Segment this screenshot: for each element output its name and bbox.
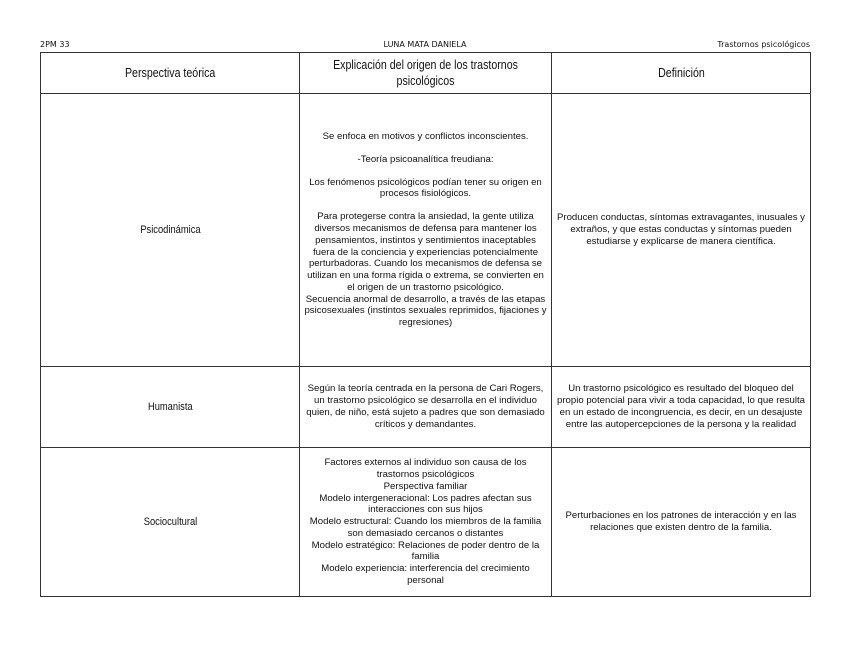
perspective-cell: Psicodinámica (41, 94, 300, 367)
explanation-cell (300, 94, 552, 367)
column-header-definicion: Definición (552, 53, 811, 94)
explanation-text: Los fenómenos psicológicos podían tener su origen en procesos fisiológicos. (309, 176, 542, 200)
table-row (41, 367, 811, 448)
definition-cell: Producen conductas, síntomas extravagantes, inusuales y extraños, y que estas conductas y síntomas pueden estudiarse y explicarse de manera científica. (552, 94, 811, 367)
header-topic: Trastornos psicológicos (717, 40, 810, 49)
page-header (40, 40, 810, 52)
table-header-row (41, 53, 811, 94)
header-author: LUNA MATA DANIELA (383, 40, 467, 49)
definition-cell: Perturbaciones en los patrones de interacción y en las relaciones que existen dentro de la familia. (552, 448, 811, 597)
explanation-cell (300, 367, 552, 448)
explanation-text: Modelo experiencia: interferencia del crecimiento personal (321, 563, 530, 587)
column-header-explicacion: Explicación del origen de los trastornos psicológicos (300, 53, 552, 94)
definition-cell: Un trastorno psicológico es resultado del bloqueo del propio potencial para vivir a toda capacidad, lo que resulta en un estado de incongruencia, es decir, en un desajuste entre las autopercepciones de la persona y la realidad (552, 367, 811, 448)
explanation-text: Modelo estructural: Cuando los miembros de la familia son demasiado cercanos o distantes (309, 516, 542, 539)
table-row (41, 94, 811, 367)
explanation-text: Secuencia anormal de desarrollo, a través de las etapas psicosexuales (instintos sexuales reprimidos, fijaciones y regresiones) (304, 293, 547, 329)
explanation-text: Se enfoca en motivos y conflictos inconscientes. (322, 130, 529, 142)
column-header-perspectiva: Perspectiva teórica (41, 53, 300, 94)
explanation-text: Factores externos al individuo son causa de los trastornos psicológicos (324, 457, 527, 480)
explanation-text: -Teoría psicoanalítica freudiana: (357, 153, 494, 165)
table-row (41, 448, 811, 597)
explanation-text: Perspectiva familiar (383, 480, 468, 492)
disorders-table (40, 52, 811, 597)
perspective-cell: Humanista (41, 367, 300, 448)
header-code: 2PM 33 (40, 40, 70, 49)
explanation-text: Para protegerse contra la ansiedad, la gente utiliza diversos mecanismos de defensa para mantener los pensamientos, instintos y sentimientos inaceptables fuera de la conciencia y experiencias potencialmente perturbadoras. Cuando los mecanismos de defensa se utilizan en una forma rígida o extrema, se convierten en el origen de un trastorno psicológico. (307, 211, 544, 293)
explanation-text: Según la teoría centrada en la persona de Cari Rogers, un trastorno psicológico se desarrolla en el individuo quien, de niño, está sujeto a padres que son demasiado críticos y demandantes. (306, 383, 545, 430)
explanation-cell (300, 448, 552, 597)
perspective-cell: Sociocultural (41, 448, 300, 597)
explanation-text: Modelo estratégico: Relaciones de poder dentro de la familia (311, 539, 540, 563)
explanation-text: Modelo intergeneracional: Los padres afectan sus interacciones con sus hijos (319, 492, 532, 516)
